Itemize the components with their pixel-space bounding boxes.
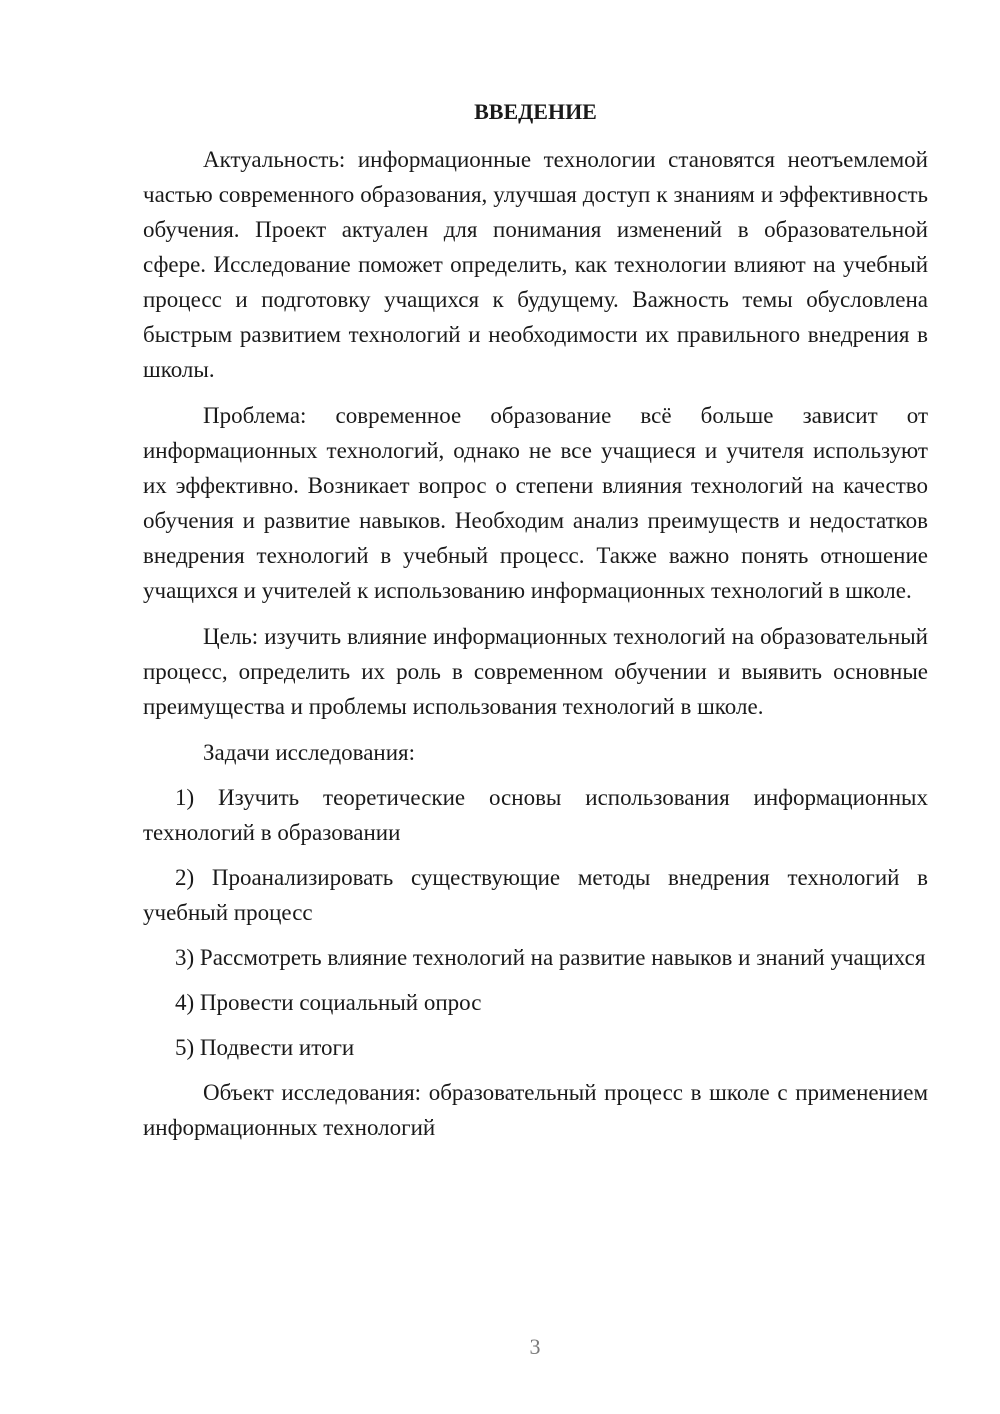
goal-paragraph: Цель: изучить влияние информационных технологий на образовательный процесс, определить их роль в современном обучении и выявить основные преимущества и проблемы использования технологий в школе. [143,624,928,719]
page-content [143,94,928,1155]
list-item: 3) Рассмотреть влияние технологий на развитие навыков и знаний учащихся [175,945,926,970]
object-paragraph: Объект исследования: образовательный процесс в школе с применением информационных технологий [143,1080,928,1140]
list-item: 5) Подвести итоги [175,1035,355,1060]
list-item: 1) Изучить теоретические основы использования информационных технологий в образовании [143,785,928,845]
relevance-paragraph: Актуальность: информационные технологии становятся неотъемлемой частью современного образования, улучшая доступ к знаниям и эффективность обучения. Проект актуален для понимания изменений в образовательной сфере. Исследование поможет определить, как технологии влияют на учебный процесс и подготовку учащихся к будущему. Важность темы обусловлена быстрым развитием технологий и необходимости их правильного внедрения в школы. [143,147,928,382]
list-item: 4) Провести социальный опрос [175,990,482,1015]
page-number: 3 [529,1334,541,1359]
tasks-title: Задачи исследования: [203,740,416,765]
page-title: ВВЕДЕНИЕ [474,99,597,124]
problem-paragraph: Проблема: современное образование всё больше зависит от информационных технологий, однако не все учащиеся и учителя используют их эффективно. Возникает вопрос о степени влияния технологий на качество обучения и развитие навыков. Необходим анализ преимуществ и недостатков внедрения технологий в учебный процесс. Также важно понять отношение учащихся и учителей к использованию информационных технологий в школе. [143,403,928,603]
list-item: 2) Проанализировать существующие методы внедрения технологий в учебный процесс [143,865,928,925]
